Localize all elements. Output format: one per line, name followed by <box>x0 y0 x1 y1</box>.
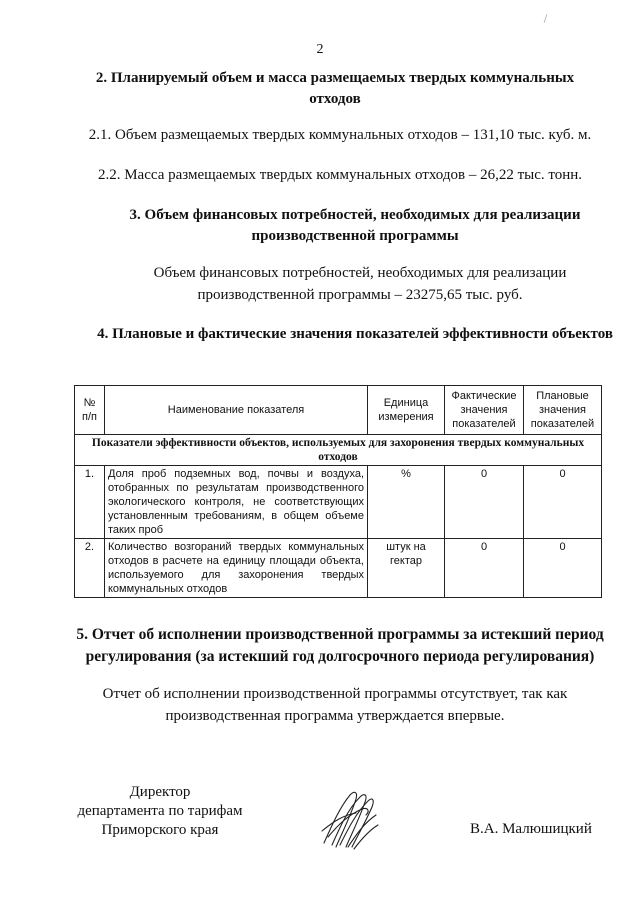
row-name: Доля проб подземных вод, почвы и воздуха, отобранных по результатам производственного экологического контроля, не соответствующих установленным требованиям, в общем объеме таких проб <box>105 466 368 539</box>
page-number: 2 <box>316 42 324 57</box>
row-num: 1. <box>75 466 105 539</box>
header-actual: Фактические значения показателей <box>445 386 524 435</box>
row-unit: % <box>368 466 445 539</box>
header-num: № п/п <box>75 386 105 435</box>
scan-mark <box>544 14 548 23</box>
signatory-title-line-3: Приморского края <box>101 822 219 838</box>
row-unit: штук на гектар <box>368 539 445 598</box>
header-planned: Плановые значения показателей <box>524 386 602 435</box>
table-group-row <box>75 435 602 466</box>
row-actual: 0 <box>445 466 524 539</box>
handwritten-signature <box>318 785 380 856</box>
table-row <box>75 539 602 598</box>
row-name: Количество возгораний твердых коммунальных отходов в расчете на единицу площади объекта, используемого для захоронения твердых коммунальных отходов <box>105 539 368 598</box>
row-planned: 0 <box>524 539 602 598</box>
row-planned: 0 <box>524 466 602 539</box>
section-4-heading: 4. Плановые и фактические значения показателей эффективности объектов <box>97 326 613 342</box>
section-2-item-1: 2.1. Объем размещаемых твердых коммунальных отходов – 131,10 тыс. куб. м. <box>88 127 592 143</box>
section-5-text: Отчет об исполнении производственной программы отсутствует, так как производственная программа утверждается впервые. <box>102 686 568 724</box>
signatory-title-line-1: Директор <box>129 784 191 800</box>
section-2-item-2: 2.2. Масса размещаемых твердых коммунальных отходов – 26,22 тыс. тонн. <box>97 167 583 183</box>
section-5-heading: 5. Отчет об исполнении производственной программы за истекший период регулирования (за истекший год долгосрочного периода регулирования) <box>76 626 604 665</box>
signatory-name: В.А. Малюшицкий <box>470 821 592 837</box>
row-num: 2. <box>75 539 105 598</box>
header-unit: Единица измерения <box>368 386 445 435</box>
section-3-heading: 3. Объем финансовых потребностей, необходимых для реализации производственной программы <box>129 207 581 244</box>
section-3-text: Объем финансовых потребностей, необходимых для реализации производственной программы – 23275,65 тыс. руб. <box>153 265 567 303</box>
signatory-title <box>60 783 260 840</box>
group-title: Показатели эффективности объектов, используемых для захоронения твердых коммунальных отходов <box>75 435 602 466</box>
signatory-title-line-2: департамента по тарифам <box>77 803 243 819</box>
table-row <box>75 466 602 539</box>
section-2-heading: 2. Планируемый объем и масса размещаемых твердых коммунальных отходов <box>95 70 575 107</box>
header-name: Наименование показателя <box>105 386 368 435</box>
indicators-table <box>74 385 602 598</box>
row-actual: 0 <box>445 539 524 598</box>
table-header-row <box>75 386 602 435</box>
